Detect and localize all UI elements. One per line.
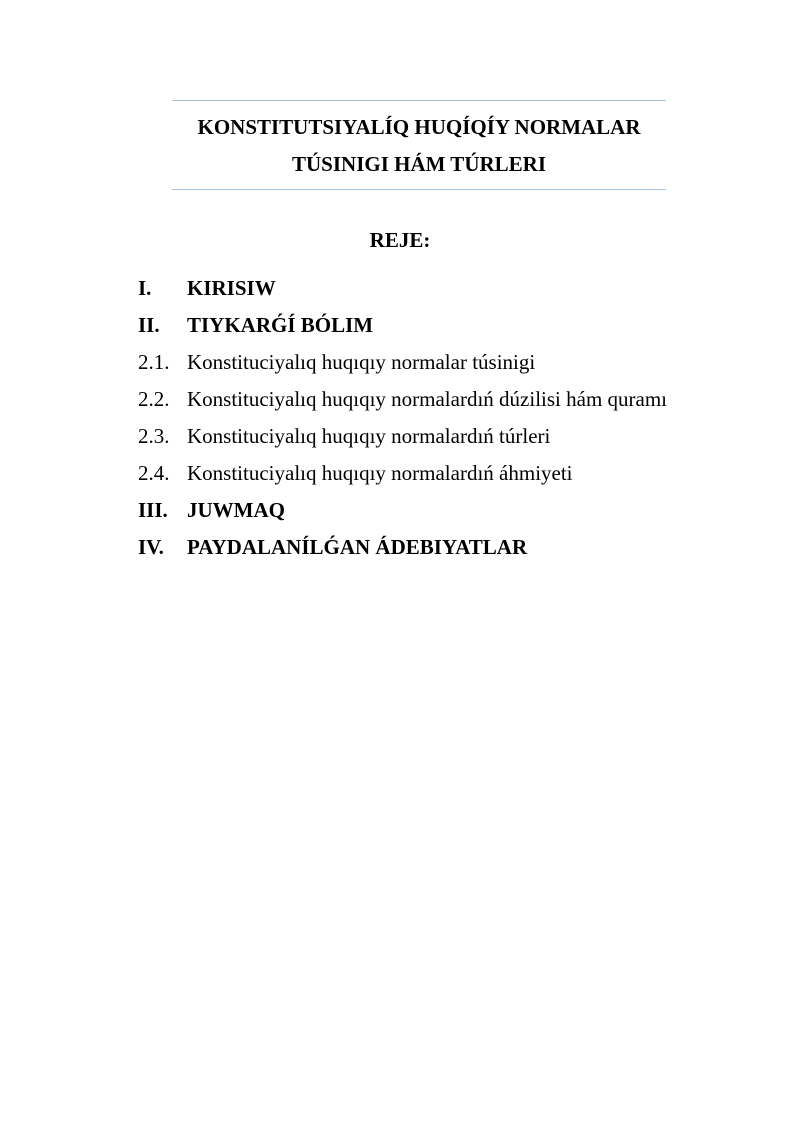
toc-item-text: Konstituciyalıq huqıqıy normalar túsinigi	[187, 350, 536, 374]
document-title-line-2: TÚSINIGI HÁM TÚRLERI	[292, 152, 546, 176]
toc-item-text: PAYDALANÍLǴAN ÁDEBIYATLAR	[187, 535, 528, 559]
table-of-contents	[138, 275, 738, 571]
toc-item-number: II.	[138, 313, 160, 337]
plan-heading: REJE:	[369, 228, 431, 252]
toc-item-number: III.	[138, 498, 168, 522]
toc-item-number: 2.4.	[138, 461, 170, 485]
toc-item-text: Konstituciyalıq huqıqıy normalardıń dúzilisi hám quramı	[187, 387, 668, 411]
toc-item-text: JUWMAQ	[187, 498, 285, 522]
document-title-line-1: KONSTITUTSIYALÍQ HUQÍQÍY NORMALAR	[197, 115, 641, 139]
toc-item-number: 2.3.	[138, 424, 170, 448]
toc-item-text: Konstituciyalıq huqıqıy normalardıń túrleri	[187, 424, 551, 448]
toc-item	[138, 460, 738, 497]
toc-item	[138, 386, 738, 423]
toc-item	[138, 497, 738, 534]
toc-item-number: I.	[138, 276, 152, 300]
toc-item	[138, 534, 738, 571]
toc-item-text: TIYKARǴÍ BÓLIM	[187, 313, 374, 337]
toc-item	[138, 312, 738, 349]
toc-item	[138, 349, 738, 386]
toc-item	[138, 275, 738, 312]
toc-item-number: 2.1.	[138, 350, 170, 374]
toc-item-number: 2.2.	[138, 387, 170, 411]
toc-item-number: IV.	[138, 535, 164, 559]
toc-item-text: KIRISIW	[187, 276, 276, 300]
title-top-rule	[172, 100, 666, 101]
title-bottom-rule	[172, 189, 666, 190]
toc-item-text: Konstituciyalıq huqıqıy normalardıń áhmiyeti	[187, 461, 573, 485]
toc-item	[138, 423, 738, 460]
